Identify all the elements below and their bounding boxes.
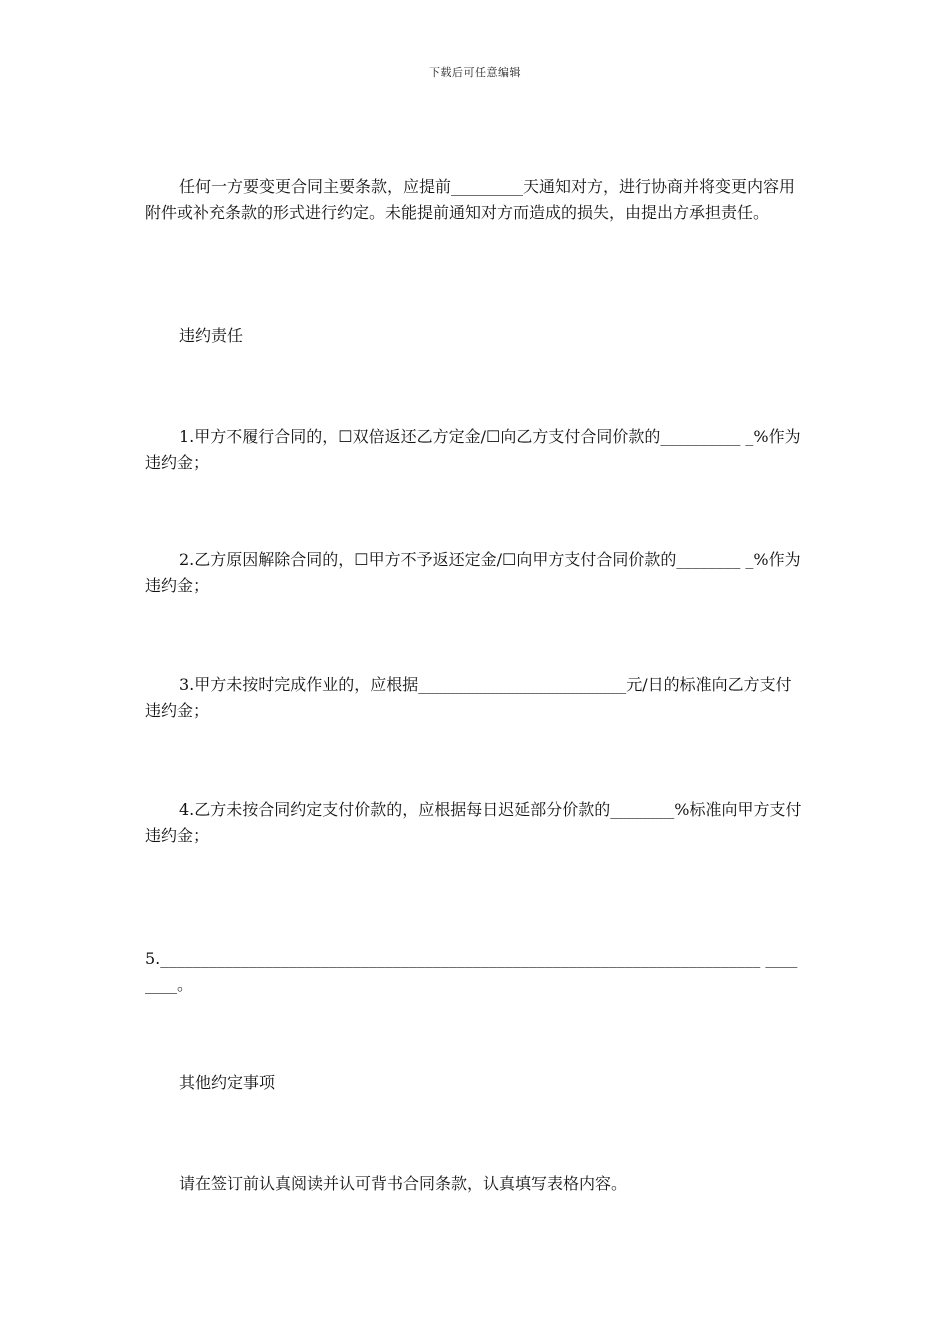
liability-item-1: 1.甲方不履行合同的，☐双倍返还乙方定金/☐向乙方支付合同价款的__________ _%作为违约金； xyxy=(145,427,801,472)
change-terms-paragraph: 任何一方要变更合同主要条款，应提前_________天通知对方，进行协商并将变更内容用附件或补充条款的形式进行约定。未能提前通知对方而造成的损失，由提出方承担责任。 xyxy=(145,177,796,222)
section-heading-other: 其他约定事项 xyxy=(179,1073,276,1092)
liability-item-5: 5.___________________________________________________________________________ ________。 xyxy=(145,949,798,994)
liability-item-3: 3.甲方未按时完成作业的，应根据__________________________元/日的标准向乙方支付违约金； xyxy=(145,675,792,720)
liability-item-2: 2.乙方原因解除合同的，☐甲方不予返还定金/☐向甲方支付合同价款的________ _%作为违约金； xyxy=(145,550,801,595)
section-heading-liability: 违约责任 xyxy=(179,326,244,345)
notice-paragraph: 请在签订前认真阅读并认可背书合同条款，认真填写表格内容。 xyxy=(179,1174,628,1193)
liability-item-4: 4.乙方未按合同约定支付价款的，应根据每日迟延部分价款的________%标准向甲方支付违约金； xyxy=(145,800,802,845)
page-header: 下载后可任意编辑 xyxy=(429,66,521,79)
